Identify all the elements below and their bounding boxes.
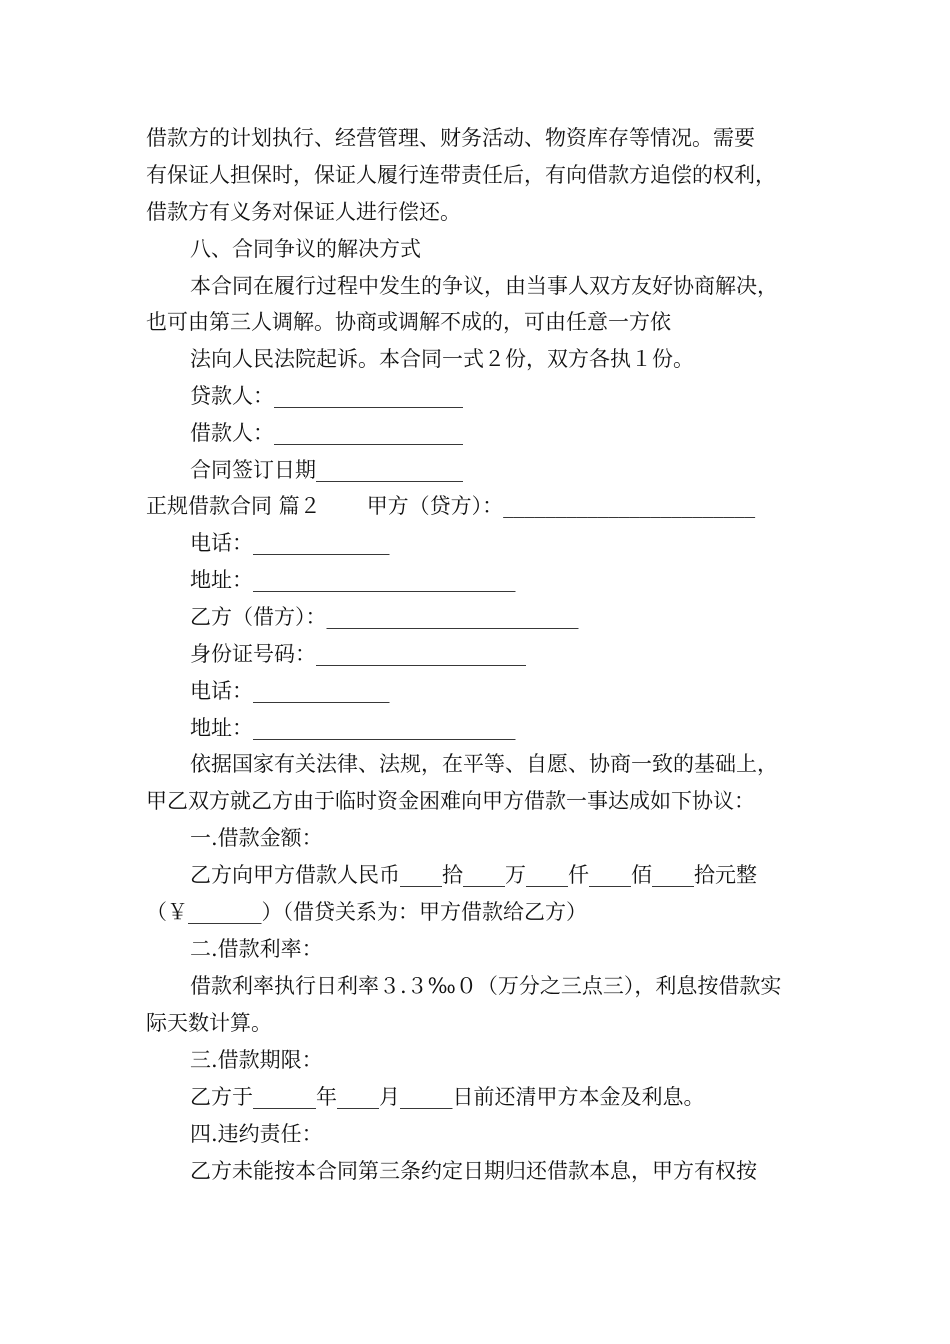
party-a-address-field: 地址：_________________________ <box>190 568 516 592</box>
party-a-phone-field: 电话：_____________ <box>190 531 390 555</box>
contract-title: 正规借款合同 篇２ <box>146 494 321 518</box>
signing-date-field: 合同签订日期______________ <box>190 458 463 482</box>
loan-amount-figure-line: （￥_______）（借贷关系为：甲方借款给乙方） <box>146 900 587 924</box>
text-line: 有保证人担保时，保证人履行连带责任后，有向借款方追偿的权利， <box>146 163 776 187</box>
text-line: 甲乙双方就乙方由于临时资金困难向甲方借款一事达成如下协议： <box>146 789 755 813</box>
lender-signature-field: 贷款人：__________________ <box>190 384 463 408</box>
section-heading: 一.借款金额： <box>190 826 323 850</box>
loan-amount-line: 乙方向甲方借款人民币____拾____万____仟____佰____拾元整 <box>190 863 757 887</box>
contract-title-line <box>146 494 755 518</box>
party-b-phone-field: 电话：_____________ <box>190 679 390 703</box>
text-line: 借款方有义务对保证人进行偿还。 <box>146 200 461 224</box>
text-line: 乙方未能按本合同第三条约定日期归还借款本息，甲方有权按 <box>190 1159 757 1183</box>
party-a-field: 甲方（贷方）：________________________ <box>366 494 756 518</box>
section-heading: 八、合同争议的解决方式 <box>190 237 421 261</box>
party-b-id-field: 身份证号码：____________________ <box>190 642 526 666</box>
section-heading: 四.违约责任： <box>190 1122 323 1146</box>
text-line: 法向人民法院起诉。本合同一式２份，双方各执１份。 <box>190 347 694 371</box>
text-line: 本合同在履行过程中发生的争议，由当事人双方友好协商解决， <box>190 274 778 298</box>
section-heading: 二.借款利率： <box>190 937 323 961</box>
text-line: 借款方的计划执行、经营管理、财务活动、物资库存等情况。需要 <box>146 126 755 150</box>
text-line: 也可由第三人调解。协商或调解不成的，可由任意一方依 <box>146 310 671 334</box>
party-b-field: 乙方（借方）：________________________ <box>190 605 579 629</box>
party-b-address-field: 地址：_________________________ <box>190 716 516 740</box>
borrower-signature-field: 借款人：__________________ <box>190 421 463 445</box>
section-heading: 三.借款期限： <box>190 1048 323 1072</box>
text-line: 借款利率执行日利率３.３‰０（万分之三点三），利息按借款实 <box>190 974 782 998</box>
text-line: 依据国家有关法律、法规，在平等、自愿、协商一致的基础上， <box>190 752 778 776</box>
text-line: 际天数计算。 <box>146 1011 272 1035</box>
repayment-date-line: 乙方于______年____月_____日前还清甲方本金及利息。 <box>190 1085 705 1109</box>
